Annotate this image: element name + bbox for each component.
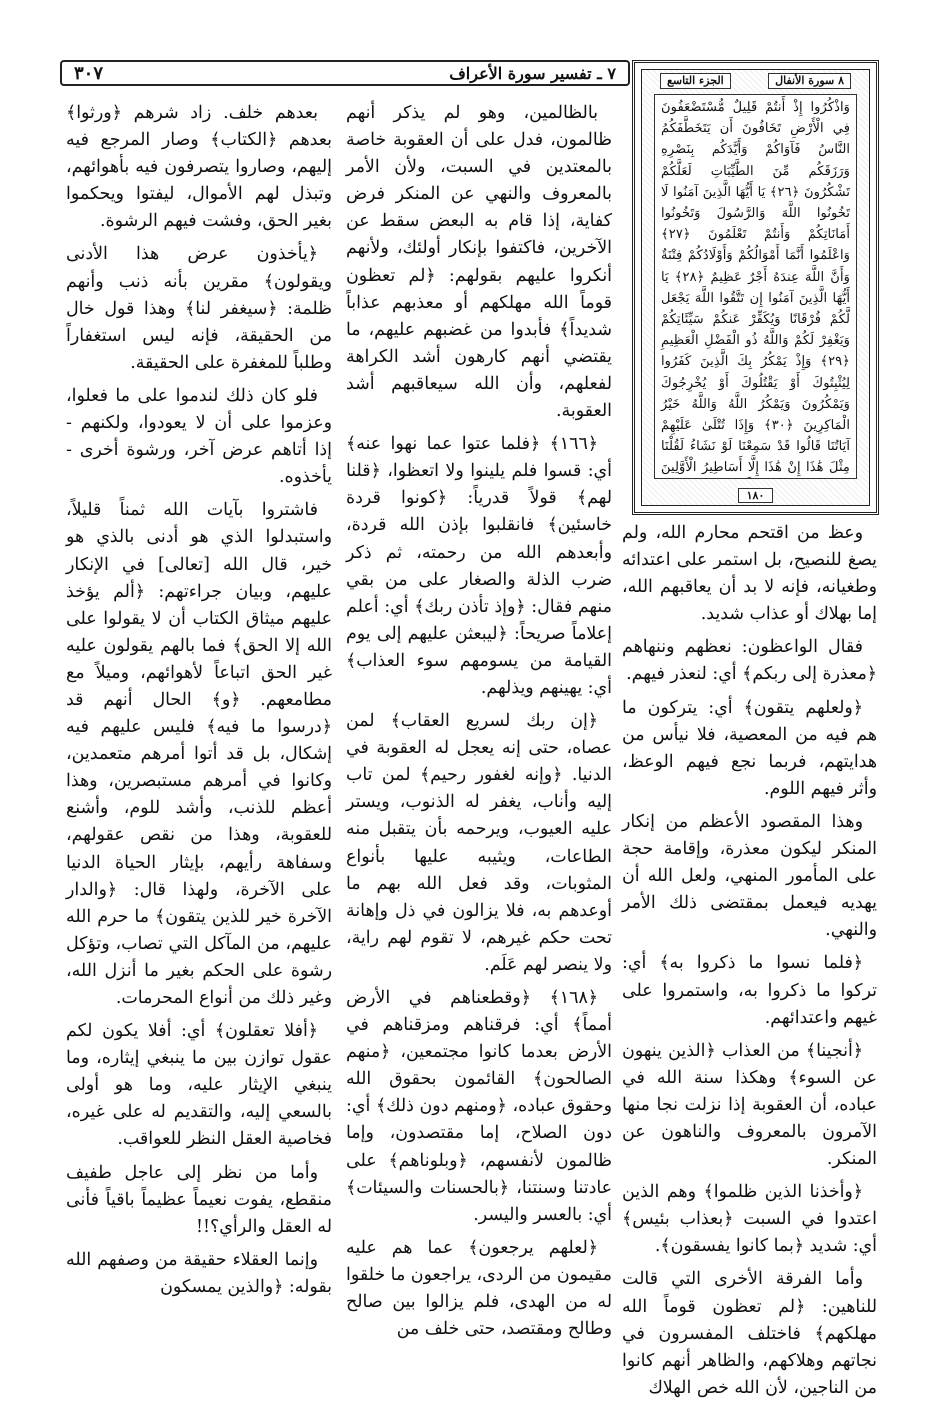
paragraph: وأما من نظر إلى عاجل طفيف منقطع، يفوت نعيماً عظيماً باقياً فأنى له العقل والرأي؟!! [66, 1162, 332, 1237]
paragraph: فاشتروا بآيات الله ثمناً قليلاً، واستبدلوا الذي هو أدنى بالذي هو خير، قال الله [تعالى] في الإنكار عليهم، وبيان جراءتهم: ﴿ألم يؤخذ عليهم ميثاق الكتاب أن لا يقولوا على الله إلا الحق﴾ فما بالهم يقولون عليه غير الحق اتباعاً لأهوائهم، وميلاً مع مطامعهم. ﴿و﴾ الحال أنهم قد ﴿درسوا ما فيه﴾ فليس عليهم فيه إشكال، بل قد أتوا أمرهم متعمدين، وكانوا في أمرهم مستبصرين، وهذا أعظم للذنب، وأشد للوم، وأشنع للعقوبة، وهذا من نقص عقولهم، وسفاهة رأيهم، بإيثار الحياة الدنيا على الآخرة، ولهذا قال: ﴿والدار الآخرة خير للذين يتقون﴾ ما حرم الله عليهم، من المآكل التي تصاب، وتؤكل رشوة على الحكم بغير ما أنزل الله، وغير ذلك من أنواع المحرمات. [66, 500, 332, 1008]
quran-verses: وَاذْكُرُوا إِذْ أَنتُمْ قَلِيلٌ مُّسْتَضْعَفُونَ فِي الْأَرْضِ تَخَافُونَ أَن يَتَخَطَّفَكُمُ النَّاسُ فَآوَاكُمْ وَأَيَّدَكُم بِنَصْرِهِ وَرَزَقَكُم مِّنَ الطَّيِّبَاتِ لَعَلَّكُمْ تَشْكُرُونَ ﴿٢٦﴾ يَا أَيُّهَا الَّذِينَ آمَنُوا لَا تَخُونُوا اللَّهَ وَالرَّسُولَ وَتَخُونُوا أَمَانَاتِكُمْ وَأَنتُمْ تَعْلَمُونَ ﴿٢٧﴾ وَاعْلَمُوا أَنَّمَا أَمْوَالُكُمْ وَأَوْلَادُكُمْ فِتْنَةٌ وَأَنَّ اللَّهَ عِندَهُ أَجْرٌ عَظِيمٌ ﴿٢٨﴾ يَا أَيُّهَا الَّذِينَ آمَنُوا إِن تَتَّقُوا اللَّهَ يَجْعَل لَّكُمْ فُرْقَانًا وَيُكَفِّرْ عَنكُمْ سَيِّئَاتِكُمْ وَيَغْفِرْ لَكُمْ وَاللَّهُ ذُو الْفَضْلِ الْعَظِيمِ ﴿٢٩﴾ وَإِذْ يَمْكُرُ بِكَ الَّذِينَ كَفَرُوا لِيُثْبِتُوكَ أَوْ يَقْتُلُوكَ أَوْ يُخْرِجُوكَ وَيَمْكُرُونَ وَيَمْكُرُ اللَّهُ وَاللَّهُ خَيْرُ الْمَاكِرِينَ ﴿٣٠﴾ وَإِذَا تُتْلَىٰ عَلَيْهِمْ آيَاتُنَا قَالُوا قَدْ سَمِعْنَا لَوْ نَشَاءُ لَقُلْنَا مِثْلَ هَٰذَا إِنْ هَٰذَا إِلَّا أَسَاطِيرُ الْأَوَّلِينَ [654, 94, 857, 479]
page-header [60, 60, 630, 86]
paragraph: وهذا المقصود الأعظم من إنكار المنكر ليكون معذرة، وإقامة حجة على المأمور المنهي، ولعل الله أن يهديه فيعمل بمقتضى ذلك الأمر والنهي. [622, 811, 877, 941]
paragraph: فلو كان ذلك لندموا على ما فعلوا، وعزموا على أن لا يعودوا، ولكنهم - إذا أتاهم عرض آخر، ورشوة أخرى - يأخذوه. [66, 385, 332, 488]
paragraph: ﴿ولعلهم يتقون﴾ أي: يتركون ما هم فيه من المعصية، فلا نيأس من هدايتهم، فربما نجع فيهم الوعظ، وأثر فيهم اللوم. [622, 697, 877, 799]
paragraph: وإنما العقلاء حقيقة من وصفهم الله بقوله: ﴿والذين يمسكون [66, 1249, 332, 1297]
mushaf-page-number: ١٨٠ [738, 488, 774, 503]
quran-box-header [660, 73, 851, 89]
quran-ornamental-frame [641, 69, 870, 506]
paragraph: ﴿١٦٨﴾ ﴿وقطعناهم في الأرض أمماً﴾ أي: فرقناهم ومزقناهم في الأرض بعدما كانوا مجتمعين، ﴿منهم الصالحون﴾ القائمون بحقوق الله وحقوق عباده، ﴿ومنهم دون ذلك﴾ أي: دون الصلاح، إما مقتصدون، وإما ظالمون لأنفسهم، ﴿وبلوناهم﴾ على عادتنا وسنتنا، ﴿بالحسنات والسيئات﴾ أي: بالعسر واليسر. [346, 988, 612, 1225]
right-column [622, 520, 877, 1408]
surah-label: ٨ سورة الأنفال [768, 73, 851, 89]
paragraph: بالظالمين، وهو لم يذكر أنهم ظالمون، فدل على أن العقوبة خاصة بالمعتدين في السبت، ولأن الأمر بالمعروف والنهي عن المنكر فرض كفاية، إذا قام به البعض سقط عن الآخرين، فاكتفوا بإنكار أولئك، ولأنهم أنكروا عليهم بقولهم: ﴿لم تعظون قوماً الله مهلكهم أو معذبهم عذاباً شديداً﴾ فأبدوا من غضبهم عليهم، ما يقتضي أنهم كارهون أشد الكراهة لفعلهم، وأن الله سيعاقبهم أشد العقوبة. [346, 103, 612, 422]
running-title: ٧ ـ تفسير سورة الأعراف [449, 63, 616, 83]
paragraph: ﴿لعلهم يرجعون﴾ عما هم عليه مقيمون من الردى، يراجعون ما خلقوا له من الهدى، فلم يزالوا بين صالح وطالح ومقتصد، حتى خلف من [346, 1237, 612, 1340]
quran-box-footer [642, 489, 869, 502]
paragraph: وعظ من اقتحم محارم الله، ولم يصغ للنصيح، بل استمر على اعتدائه وطغيانه، فإنه لا بد أن يعاقبهم الله، إما بهلاك أو عذاب شديد. [622, 523, 877, 625]
paragraph: ﴿١٦٦﴾ ﴿فلما عتوا عما نهوا عنه﴾ أي: قسوا فلم يلينوا ولا اتعظوا، ﴿قلنا لهم﴾ قولاً قدرياً: ﴿كونوا قردة خاسئين﴾ فانقلبوا بإذن الله قردة، وأبعدهم الله من رحمته، ثم ذكر ضرب الذلة والصغار على من بقي منهم فقال: ﴿وإذ تأذن ربك﴾ أي: أعلم إعلاماً صريحاً: ﴿ليبعثن عليهم إلى يوم القيامة من يسومهم سوء العذاب﴾ أي: يهينهم ويذلهم. [346, 434, 612, 698]
paragraph: ﴿يأخذون عرض هذا الأدنى ويقولون﴾ مقرين بأنه ذنب وأنهم ظلمة: ﴿سيغفر لنا﴾ وهذا قول خال من الحقيقة، فإنه ليس استغفاراً وطلباً للمغفرة على الحقيقة. [66, 244, 332, 373]
middle-column [346, 100, 612, 1349]
paragraph: بعدهم خلف. زاد شرهم ﴿ورثوا﴾ بعدهم ﴿الكتاب﴾ وصار المرجع فيه إليهم، وصاروا يتصرفون فيه بأهوائهم، وتبذل لهم الأموال، ليفتوا ويحكموا بغير الحق، وفشت فيهم الرشوة. [66, 103, 332, 232]
quran-text-box [632, 60, 879, 515]
paragraph: فقال الواعظون: نعظهم وننهاهم ﴿معذرة إلى ربكم﴾ أي: لنعذر فيهم. [622, 637, 877, 685]
paragraph: ﴿أفلا تعقلون﴾ أي: أفلا يكون لكم عقول توازن بين ما ينبغي إيثاره، وما ينبغي الإيثار عليه، وما هو أولى بالسعي إليه، والتقديم له على غيره، فخاصية العقل النظر للعواقب. [66, 1021, 332, 1150]
paragraph: وأما الفرقة الأخرى التي قالت للناهين: ﴿لم تعظون قوماً الله مهلكهم﴾ فاختلف المفسرون في نجاتهم وهلاكهم، والظاهر أنهم كانوا من الناجين، لأن الله خص الهلاك [622, 1269, 877, 1398]
paragraph: ﴿وأخذنا الذين ظلموا﴾ وهم الذين اعتدوا في السبت ﴿بعذاب بئيس﴾ أي: شديد ﴿بما كانوا يفسقون﴾. [622, 1182, 877, 1257]
paragraph: ﴿إن ربك لسريع العقاب﴾ لمن عصاه، حتى إنه يعجل له العقوبة في الدنيا. ﴿وإنه لغفور رحيم﴾ لمن تاب إليه وأناب، يغفر له الذنوب، ويستر عليه العيوب، ويرحمه بأن يتقبل منه الطاعات، ويثيبه عليها بأنواع المثوبات، وقد فعل الله بهم ما أوعدهم به، فلا يزالون في ذل وإهانة تحت حكم غيرهم، لا تقوم لهم راية، ولا ينصر لهم عَلَم. [346, 711, 612, 975]
left-column [66, 100, 332, 1307]
paragraph: ﴿أنجينا﴾ من العذاب ﴿الذين ينهون عن السوء﴾ وهكذا سنة الله في عباده، أن العقوبة إذا نزلت نجا منها الآمرون بالمعروف والناهون عن المنكر. [622, 1040, 877, 1170]
juz-label: الجزء التاسع [660, 73, 731, 89]
page-number: ٣٠٧ [74, 62, 104, 84]
paragraph: ﴿فلما نسوا ما ذكروا به﴾ أي: تركوا ما ذكروا به، واستمروا على غيهم واعتدائهم. [622, 953, 877, 1028]
